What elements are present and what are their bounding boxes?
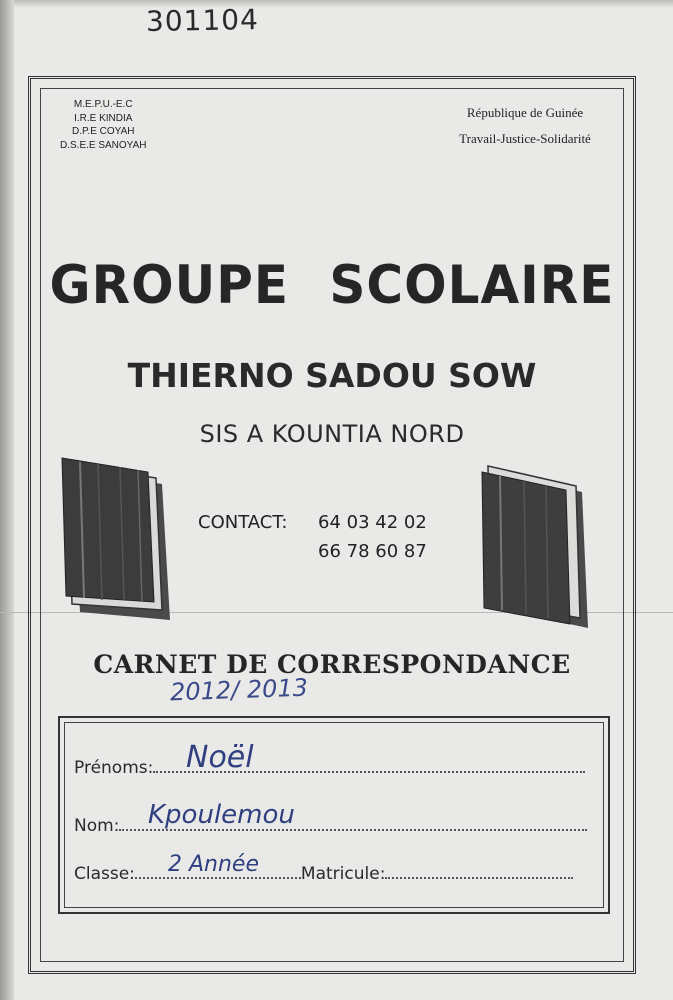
contact-block: [198, 508, 427, 566]
contact-label: CONTACT:: [198, 512, 288, 533]
republic-block: [430, 100, 620, 152]
matricule-label: Matricule:: [300, 864, 386, 884]
scan-left-edge: [0, 0, 14, 1000]
school-name: THIERNO SADOU SOW: [127, 356, 537, 395]
republic-name: République de Guinée: [466, 105, 584, 120]
administration-block: [60, 98, 147, 152]
prenoms-value-handwritten: Noël: [186, 740, 254, 775]
classe-dotted-line: [135, 877, 301, 879]
carnet-title: CARNET DE CORRESPONDANCE: [93, 650, 571, 679]
school-group-title: GROUPE SCOLAIRE: [49, 254, 615, 316]
administration-line: D.S.E.E SANOYAH: [60, 139, 147, 151]
scan-top-edge: [0, 0, 673, 8]
contact-phone: 66 78 60 87: [318, 541, 427, 562]
classe-field: [74, 864, 573, 884]
binder-icon: [478, 458, 598, 633]
republic-motto: Travail-Justice-Solidarité: [459, 131, 591, 146]
classe-value-handwritten: 2 Année: [168, 852, 259, 877]
administration-line: I.R.E KINDIA: [74, 112, 133, 124]
document-number: 301104: [145, 3, 260, 38]
contact-phone: 64 03 42 02: [318, 512, 427, 533]
administration-line: D.P.E COYAH: [72, 126, 135, 137]
school-location: SIS A KOUNTIA NORD: [199, 420, 465, 448]
administration-line: M.E.P.U.-E.C: [73, 99, 133, 110]
binder-icon: [58, 452, 178, 627]
prenoms-label: Prénoms:: [74, 758, 154, 778]
prenoms-field: [74, 758, 585, 778]
school-year-handwritten: 2012/ 2013: [169, 673, 309, 707]
nom-value-handwritten: Kpoulemou: [148, 800, 295, 830]
matricule-dotted-line: [385, 877, 573, 879]
nom-label: Nom:: [74, 816, 120, 836]
classe-label: Classe:: [74, 864, 135, 884]
